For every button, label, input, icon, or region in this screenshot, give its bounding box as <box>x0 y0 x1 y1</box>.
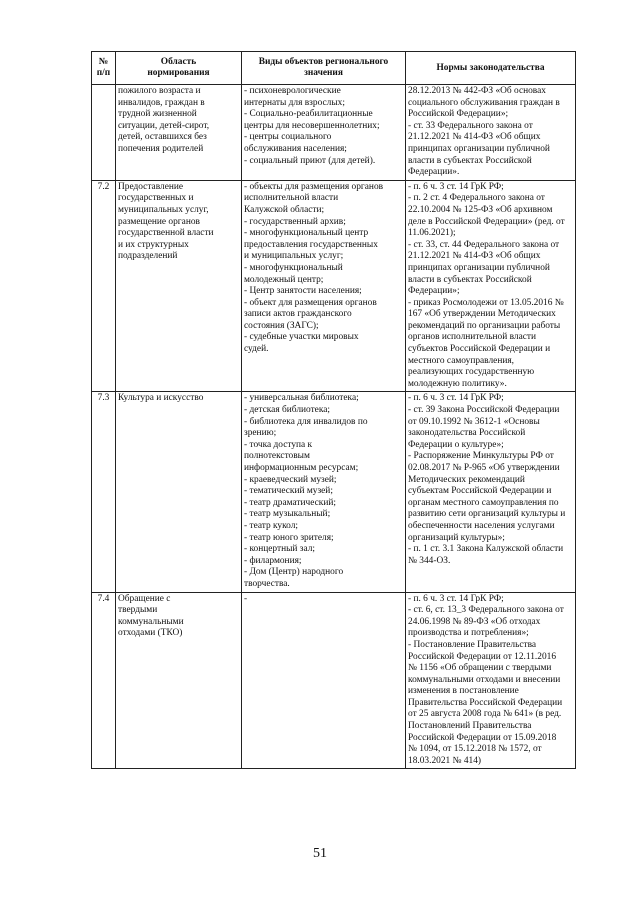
text-line: 22.10.2004 № 125-ФЗ «Об архивном <box>408 204 553 215</box>
text-line: молодежный центр; <box>244 274 324 285</box>
row-objects <box>242 392 406 592</box>
text-line: нормирования <box>147 68 210 78</box>
text-line: - психоневрологические <box>244 86 341 96</box>
row-area <box>116 392 242 592</box>
row-number: 7.2 <box>92 180 116 392</box>
regulation-table <box>91 51 576 769</box>
text-line: Предоставление <box>118 181 184 192</box>
row-objects <box>242 180 406 392</box>
text-line: записи актов гражданского <box>244 309 352 320</box>
text-line: Методических рекомендаций <box>408 474 525 485</box>
text-line: государственной власти <box>118 228 214 239</box>
text-line: государственных и <box>118 193 194 204</box>
row-objects <box>242 85 406 181</box>
text-line: п/п <box>96 68 111 78</box>
text-line: - универсальная библиотека; <box>244 393 359 404</box>
text-line: - социальный приют (для детей). <box>244 155 376 166</box>
row-norms <box>406 392 576 592</box>
row-norms <box>406 180 576 392</box>
text-line: молодежную политику». <box>408 378 507 389</box>
text-line: 28.12.2013 № 442-ФЗ «Об основах <box>408 86 546 96</box>
text-line: № 344-ОЗ. <box>408 555 451 566</box>
row-objects <box>242 592 406 769</box>
text-line: - п. 1 ст. 3.1 Закона Калужской области <box>408 544 564 555</box>
text-line: законодательства Российской <box>408 428 526 439</box>
table-row <box>92 85 576 181</box>
text-line: пожилого возраста и <box>118 86 201 96</box>
text-line: - театр юного зрителя; <box>244 532 334 543</box>
text-line: - судебные участки мировых <box>244 332 359 343</box>
text-line: полнотекстовым <box>244 451 310 462</box>
text-line: - Дом (Центр) народного <box>244 567 344 578</box>
table-row <box>92 392 576 592</box>
text-line: - библиотека для инвалидов по <box>244 416 368 427</box>
text-line: состояния (ЗАГС); <box>244 320 319 331</box>
text-line: от 25 августа 2008 года № 641» (в ред. <box>408 709 562 720</box>
text-line: местного самоуправления, <box>408 355 515 366</box>
text-line: интернаты для взрослых; <box>244 97 345 108</box>
text-line: 18.03.2021 № 414) <box>408 755 482 766</box>
text-line: - объект для размещения органов <box>244 297 377 308</box>
text-line: - краеведческий музей; <box>244 474 337 485</box>
text-line: - п. 2 ст. 4 Федерального закона от <box>408 193 545 204</box>
text-line: власти в субъектах Российской <box>408 155 532 166</box>
text-line: № 1094, от 15.12.2018 № 1572, от <box>408 744 542 755</box>
text-line: Нормы законодательства <box>436 62 545 73</box>
text-line: - театр кукол; <box>244 520 299 531</box>
text-line: Федерации». <box>408 167 460 178</box>
text-line: - концертный зал; <box>244 544 315 555</box>
text-line: Российской Федерации»; <box>408 109 509 120</box>
text-line: - ст. 33, ст. 44 Федерального закона от <box>408 239 560 250</box>
text-line: Калужской области; <box>244 204 325 215</box>
text-line: значения <box>304 68 343 78</box>
text-line: предоставления государственных <box>244 239 378 250</box>
row-number: 7.3 <box>92 392 116 592</box>
text-line: детей, оставшихся без <box>118 132 207 143</box>
text-line: субъектам Российской Федерации и <box>408 486 552 497</box>
text-line: органов исполнительной власти <box>408 332 537 343</box>
table-row <box>92 180 576 392</box>
text-line: подразделений <box>118 251 178 262</box>
text-line: - п. 6 ч. 3 ст. 14 ГрК РФ; <box>408 593 504 604</box>
row-norms <box>406 592 576 769</box>
row-area <box>116 180 242 392</box>
text-line: - филармония; <box>244 555 302 566</box>
text-line: обеспеченности населения услугами <box>408 520 555 531</box>
text-line: обслуживания населения; <box>244 143 347 154</box>
table-row <box>92 592 576 769</box>
text-line: организаций культуры»; <box>408 532 505 543</box>
text-line: судей. <box>244 344 269 355</box>
header-objects <box>242 52 406 85</box>
text-line: отходами (ТКО) <box>118 628 183 639</box>
text-line: - театр драматический; <box>244 497 336 508</box>
text-line: и их структурных <box>118 239 189 250</box>
text-line: - Постановление Правительства <box>408 639 537 650</box>
text-line: субъектов Российской Федерации и <box>408 344 551 355</box>
text-line: - Центр занятости населения; <box>244 286 362 297</box>
text-line: 167 «Об утверждении Методических <box>408 309 556 320</box>
text-line: принципах организации публичной <box>408 143 550 154</box>
text-line: 21.12.2021 № 414-ФЗ «Об общих <box>408 251 541 262</box>
text-line: исполнительной власти <box>244 193 339 204</box>
text-line: - театр музыкальный; <box>244 509 331 520</box>
text-line: - приказ Росмолодежи от 13.05.2016 № <box>408 297 564 308</box>
text-line: Культура и искусство <box>118 393 204 404</box>
text-line: центры для несовершеннолетних; <box>244 120 380 131</box>
text-line: от 09.10.1992 № 3612-1 «Основы <box>408 416 540 427</box>
header-number <box>92 52 116 85</box>
text-line: Федерации»; <box>408 286 460 297</box>
text-line: - п. 6 ч. 3 ст. 14 ГрК РФ; <box>408 181 504 192</box>
text-line: деле в Российской Федерации» (ред. от <box>408 216 565 227</box>
text-line: органам местного самоуправления по <box>408 497 559 508</box>
text-line: производства и потребления»; <box>408 628 529 639</box>
page-number: 51 <box>313 846 327 861</box>
text-line: трудной жизненной <box>118 109 197 120</box>
text-line: - центры социального <box>244 132 332 143</box>
text-line: - детская библиотека; <box>244 405 331 416</box>
text-line: 24.06.1998 № 89-ФЗ «Об отходах <box>408 616 541 627</box>
text-line: 02.08.2017 № Р-965 «Об утверждении <box>408 463 560 473</box>
text-line: - ст. 6, ст. 13_3 Федерального закона от <box>408 605 564 616</box>
text-line: ситуации, детей-сирот, <box>118 120 210 131</box>
text-line: Российской Федерации от 12.11.2016 <box>408 651 557 662</box>
text-line: Российской Федерации от 15.09.2018 <box>408 732 557 743</box>
header-area <box>116 52 242 85</box>
text-line: инвалидов, граждан в <box>118 97 205 108</box>
text-line: и муниципальных услуг; <box>244 251 344 262</box>
row-number: 7.4 <box>92 592 116 769</box>
text-line: Обращение с <box>118 593 171 604</box>
text-line: зрению; <box>244 428 277 439</box>
text-line: № 1156 «Об обращении с твердыми <box>408 663 552 674</box>
text-line: 21.12.2021 № 414-ФЗ «Об общих <box>408 132 541 143</box>
header-norms <box>406 52 576 85</box>
text-line: власти в субъектах Российской <box>408 274 532 285</box>
text-line: - <box>244 593 248 604</box>
row-area <box>116 592 242 769</box>
row-area <box>116 85 242 181</box>
text-line: - многофункциональный центр <box>244 228 369 239</box>
text-line: Область <box>160 57 197 67</box>
text-line: - многофункциональный <box>244 262 343 273</box>
text-line: информационным ресурсам; <box>244 463 359 473</box>
text-line: Правительства Российской Федерации <box>408 697 563 708</box>
text-line: № <box>98 57 109 67</box>
text-line: - Распоряжение Минкультуры РФ от <box>408 451 554 462</box>
text-line: размещение органов <box>118 216 200 227</box>
text-line: - объекты для размещения органов <box>244 181 384 192</box>
text-line: Постановлений Правительства <box>408 721 532 732</box>
text-line: - Социально-реабилитационные <box>244 109 373 120</box>
text-line: коммунальными <box>118 616 184 627</box>
row-norms <box>406 85 576 181</box>
text-line: - ст. 39 Закона Российской Федерации <box>408 405 560 416</box>
row-number <box>92 85 116 181</box>
text-line: рекомендаций по организации работы <box>408 320 561 331</box>
text-line: - государственный архив; <box>244 216 346 227</box>
text-line: муниципальных услуг, <box>118 204 209 215</box>
text-line: - ст. 33 Федерального закона от <box>408 120 533 131</box>
text-line: коммунальными отходами и внесении <box>408 674 561 685</box>
text-line: развитию сети организаций культуры и <box>408 509 566 520</box>
text-line: Федерации о культуре»; <box>408 439 504 450</box>
text-line: принципах организации публичной <box>408 262 550 273</box>
text-line: - точка доступа к <box>244 439 313 450</box>
text-line: - п. 6 ч. 3 ст. 14 ГрК РФ; <box>408 393 504 404</box>
text-line: попечения родителей <box>118 143 204 154</box>
text-line: 11.06.2021); <box>408 228 456 239</box>
text-line: - тематический музей; <box>244 486 333 497</box>
table-header-row <box>92 52 576 85</box>
text-line: реализующих государственную <box>408 367 535 378</box>
text-line: твердыми <box>118 605 158 616</box>
text-line: творчества. <box>244 578 290 589</box>
text-line: изменения в постановление <box>408 686 519 697</box>
text-line: социального обслуживания граждан в <box>408 97 560 108</box>
text-line: Виды объектов регионального <box>258 57 389 67</box>
